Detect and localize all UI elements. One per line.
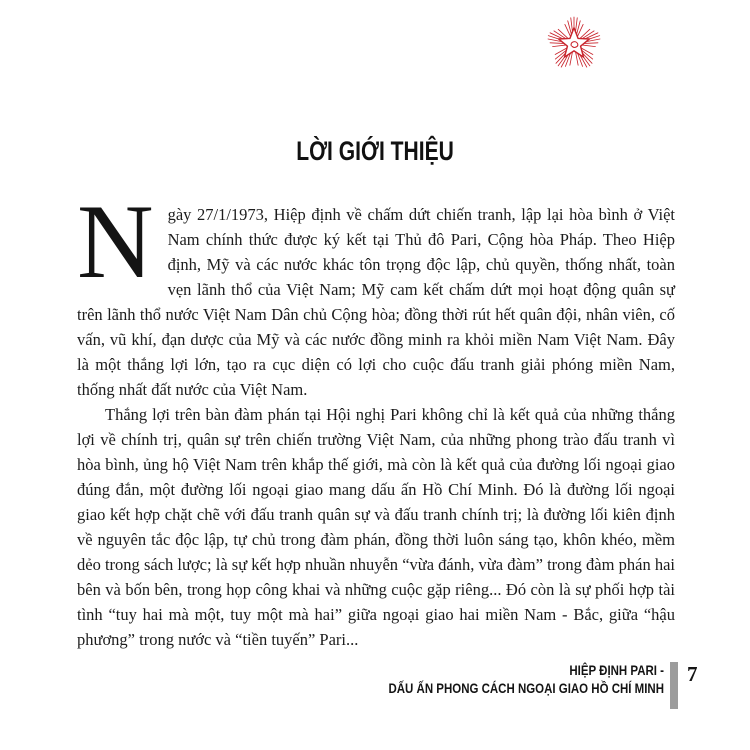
paragraph-2: Thắng lợi trên bàn đàm phán tại Hội nghị Pari không chỉ là kết quả của những thắng lợi về chính trị, quân sự trên chiến trường Việt Nam, của những phong trào đấu tranh vì hòa bình, ủng hộ Việt Nam trên khắp thế giới, mà còn là kết quả của đường lối ngoại giao đúng đắn, một đường lối ngoại giao mang dấu ấn Hồ Chí Minh. Đó là đường lối ngoại giao kết hợp chặt chẽ với đấu tranh quân sự và đấu tranh chính trị; là đường lối kiên định về nguyên tắc độc lập, tự chủ trong đàm phán, đồng thời luôn sáng tạo, khôn khéo, mềm dẻo trong sách lược; là sự kết hợp nhuần nhuyễn “vừa đánh, vừa đàm” trong đàm phán hai bên và bốn bên, trong họp công khai và những cuộc gặp riêng... Đó còn là sự phối hợp tài tình “tuy hai mà một, tuy một mà hai” giữa ngoại giao hai miền Nam - Bắc, giữa “hậu phương” trong nước và “tiền tuyến” Pari... [77, 405, 675, 649]
page-number: 7 [687, 662, 698, 686]
paragraph-1 [77, 183, 675, 402]
dropcap-letter: N [77, 183, 154, 300]
running-footer-line2: DẤU ẤN PHONG CÁCH NGOẠI GIAO HỒ CHÍ MINH [388, 679, 664, 696]
paragraph-1-text: gày 27/1/1973, Hiệp định về chấm dứt chiến tranh, lập lại hòa bình ở Việt Nam chính thức được ký kết tại Thủ đô Pari, Cộng hòa Pháp. Theo Hiệp định, Mỹ và các nước khác tôn trọng độc lập, chủ quyền, thống nhất, toàn vẹn lãnh thổ của Việt Nam; Mỹ cam kết chấm dứt mọi hoạt động quân sự trên lãnh thổ nước Việt Nam Dân chủ Cộng hòa; đồng thời rút hết quân đội, nhân viên, cố vấn, vũ khí, đạn dược của Mỹ và các nước đồng minh ra khỏi miền Nam Việt Nam. Đây là một thắng lợi lớn, tạo ra cục diện có lợi cho cuộc đấu tranh giải phóng miền Nam, thống nhất đất nước của Việt Nam. [77, 205, 675, 399]
running-footer-title [336, 662, 664, 697]
footer-divider-bar [670, 662, 678, 709]
running-footer-line1: HIỆP ĐỊNH PARI - [569, 662, 664, 678]
publisher-starburst-logo-icon [544, 14, 604, 74]
body-text [77, 183, 675, 652]
page-title: LỜI GIỚI THIỆU [296, 136, 454, 166]
chapter-title-wrap [0, 136, 750, 167]
